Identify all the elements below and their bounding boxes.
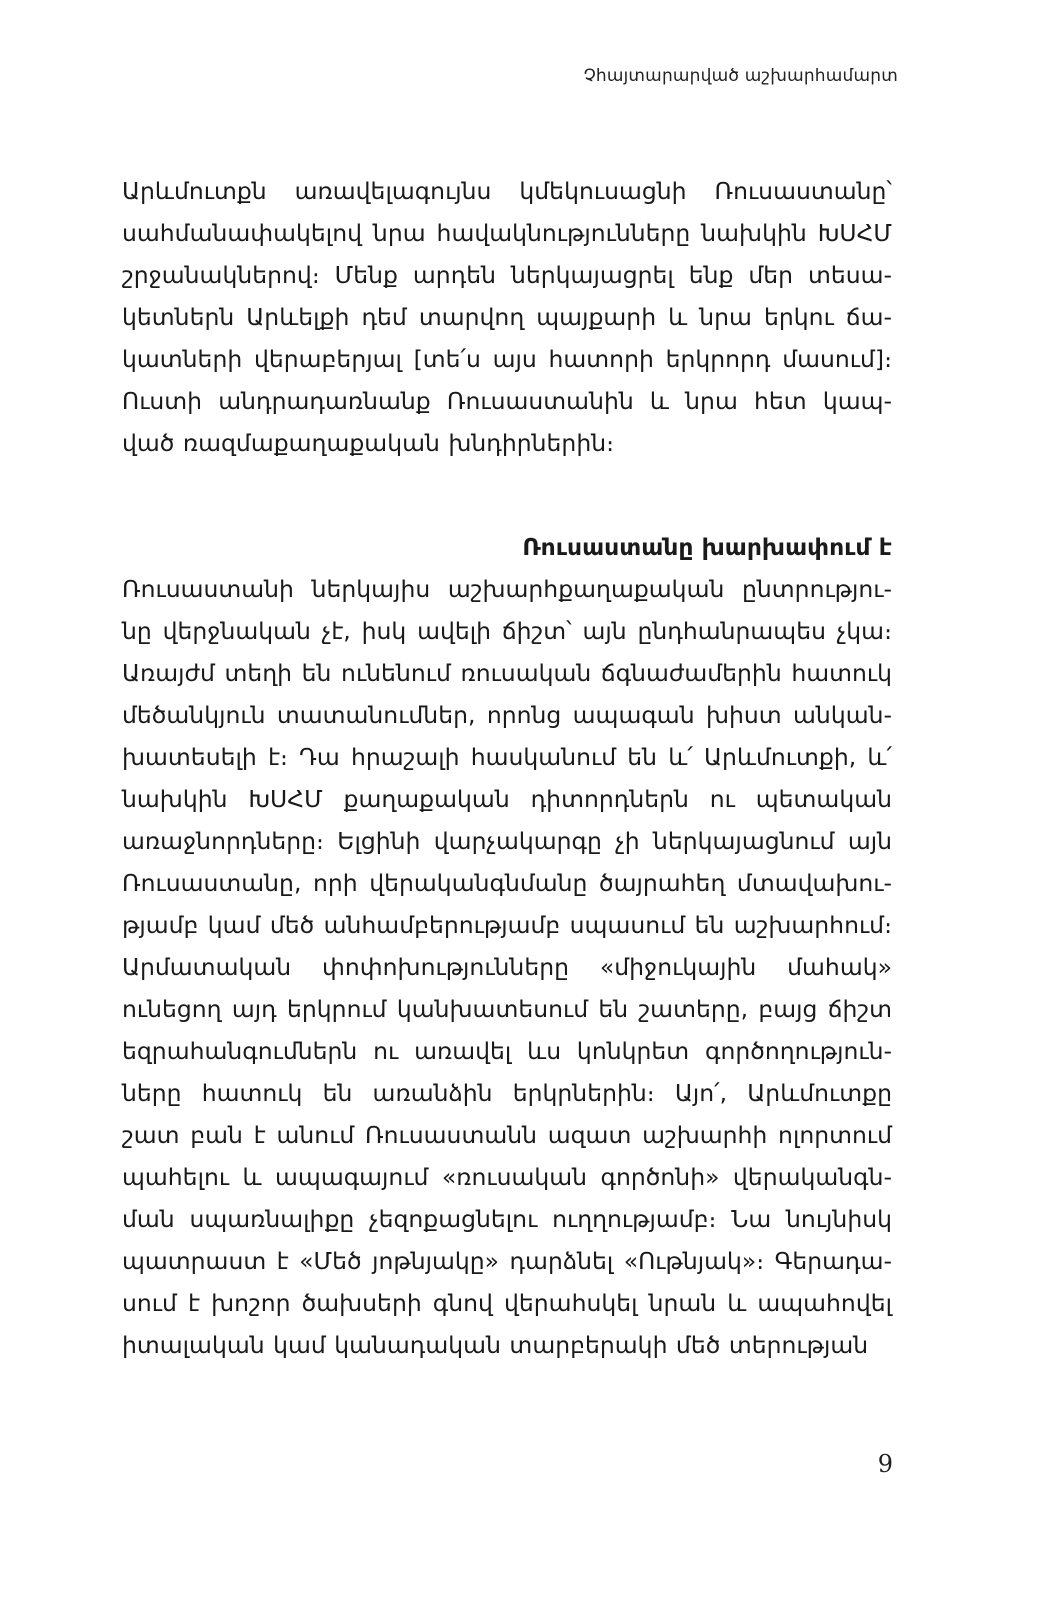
text-line: նը վերջնական չէ, իսկ ավելի ճիշտ՝ այն ընդհանրապես չկա։: [122, 617, 892, 645]
text-line: իտալական կամ կանադական տարբերակի մեծ տերության: [122, 1331, 869, 1359]
text-line: ունեցող այդ երկրում կանխատեսում են շատերը, բայց ճիշտ: [122, 995, 892, 1023]
text-line: Առայժմ տեղի են ունենում ռուսական ճգնաժամերին հատուկ: [122, 659, 892, 687]
section-heading: Ռուսաստանը խարխափում է: [522, 533, 892, 561]
paragraph-russia: [122, 568, 892, 1366]
page-number: 9: [877, 1450, 893, 1478]
text-line: ները հատուկ են առանձին երկրներին։ Այո՛, Արևմուտքը: [122, 1079, 892, 1107]
text-line: կետներն Արևելքի դեմ տարվող պայքարի և նրա երկու ճա-: [122, 303, 892, 331]
text-line: առաջնորդները։ Ելցինի վարչակարգը չի ներկայացնում այն: [122, 827, 892, 855]
text-line: ված ռազմաքաղաքական խնդիրներին։: [122, 429, 615, 457]
text-line: մեծանկյուն տատանումներ, որոնց ապագան խիստ անկան-: [122, 701, 892, 729]
text-line: շրջանակներով։ Մենք արդեն ներկայացրել ենք մեր տեսա-: [122, 261, 892, 289]
text-line: պատրաստ է «Մեծ յոթնյակը» դարձնել «Ութնյակ»։ Գերադա-: [122, 1247, 892, 1275]
text-line: Ուստի անդրադառնանք Ռուսաստանին և նրա հետ կապ-: [122, 387, 892, 415]
text-line: նախկին ԽՍՀՄ քաղաքական դիտորդներն ու պետական: [122, 785, 892, 813]
text-line: խատեսելի է։ Դա հրաշալի հասկանում են և՛ Արևմուտքի, և՛: [122, 743, 892, 771]
text-line: Արմատական փոփոխությունները «միջուկային մահակ»: [122, 953, 892, 981]
text-line: պահելու և ապագայում «ռուսական գործոնի» վերականգն-: [122, 1163, 892, 1191]
running-header: Չհայտարարված աշխարհամարտ: [583, 66, 898, 86]
page-content: [122, 170, 892, 1366]
text-line: Ռուսաստանը, որի վերականգնմանը ծայրահեղ մտավախու-: [122, 869, 892, 897]
text-line: ման սպառնալիքը չեզոքացնելու ուղղությամբ։ Նա նույնիսկ: [122, 1205, 892, 1233]
text-line: Արևմուտքն առավելագույնս կմեկուսացնի Ռուսաստանը՝: [122, 177, 892, 205]
text-line: եզրահանգումներն ու առավել ևս կոնկրետ գործողություն-: [122, 1037, 892, 1065]
text-line: թյամբ կամ մեծ անհամբերությամբ սպասում են աշխարհում։: [122, 911, 892, 939]
text-line: սում է խոշոր ծախսերի գնով վերահսկել նրան և ապահովել: [122, 1289, 892, 1317]
text-line: շատ բան է անում Ռուսաստանն ազատ աշխարհի ոլորտում: [122, 1121, 892, 1149]
paragraph-intro: [122, 170, 892, 464]
text-line: կատների վերաբերյալ [տե՛ս այս հատորի երկրորդ մասում]։: [122, 345, 892, 373]
text-line: սահմանափակելով նրա հավակնությունները նախկին ԽՍՀՄ: [122, 219, 892, 247]
text-line: Ռուսաստանի ներկայիս աշխարհքաղաքական ընտրությու-: [122, 575, 892, 603]
